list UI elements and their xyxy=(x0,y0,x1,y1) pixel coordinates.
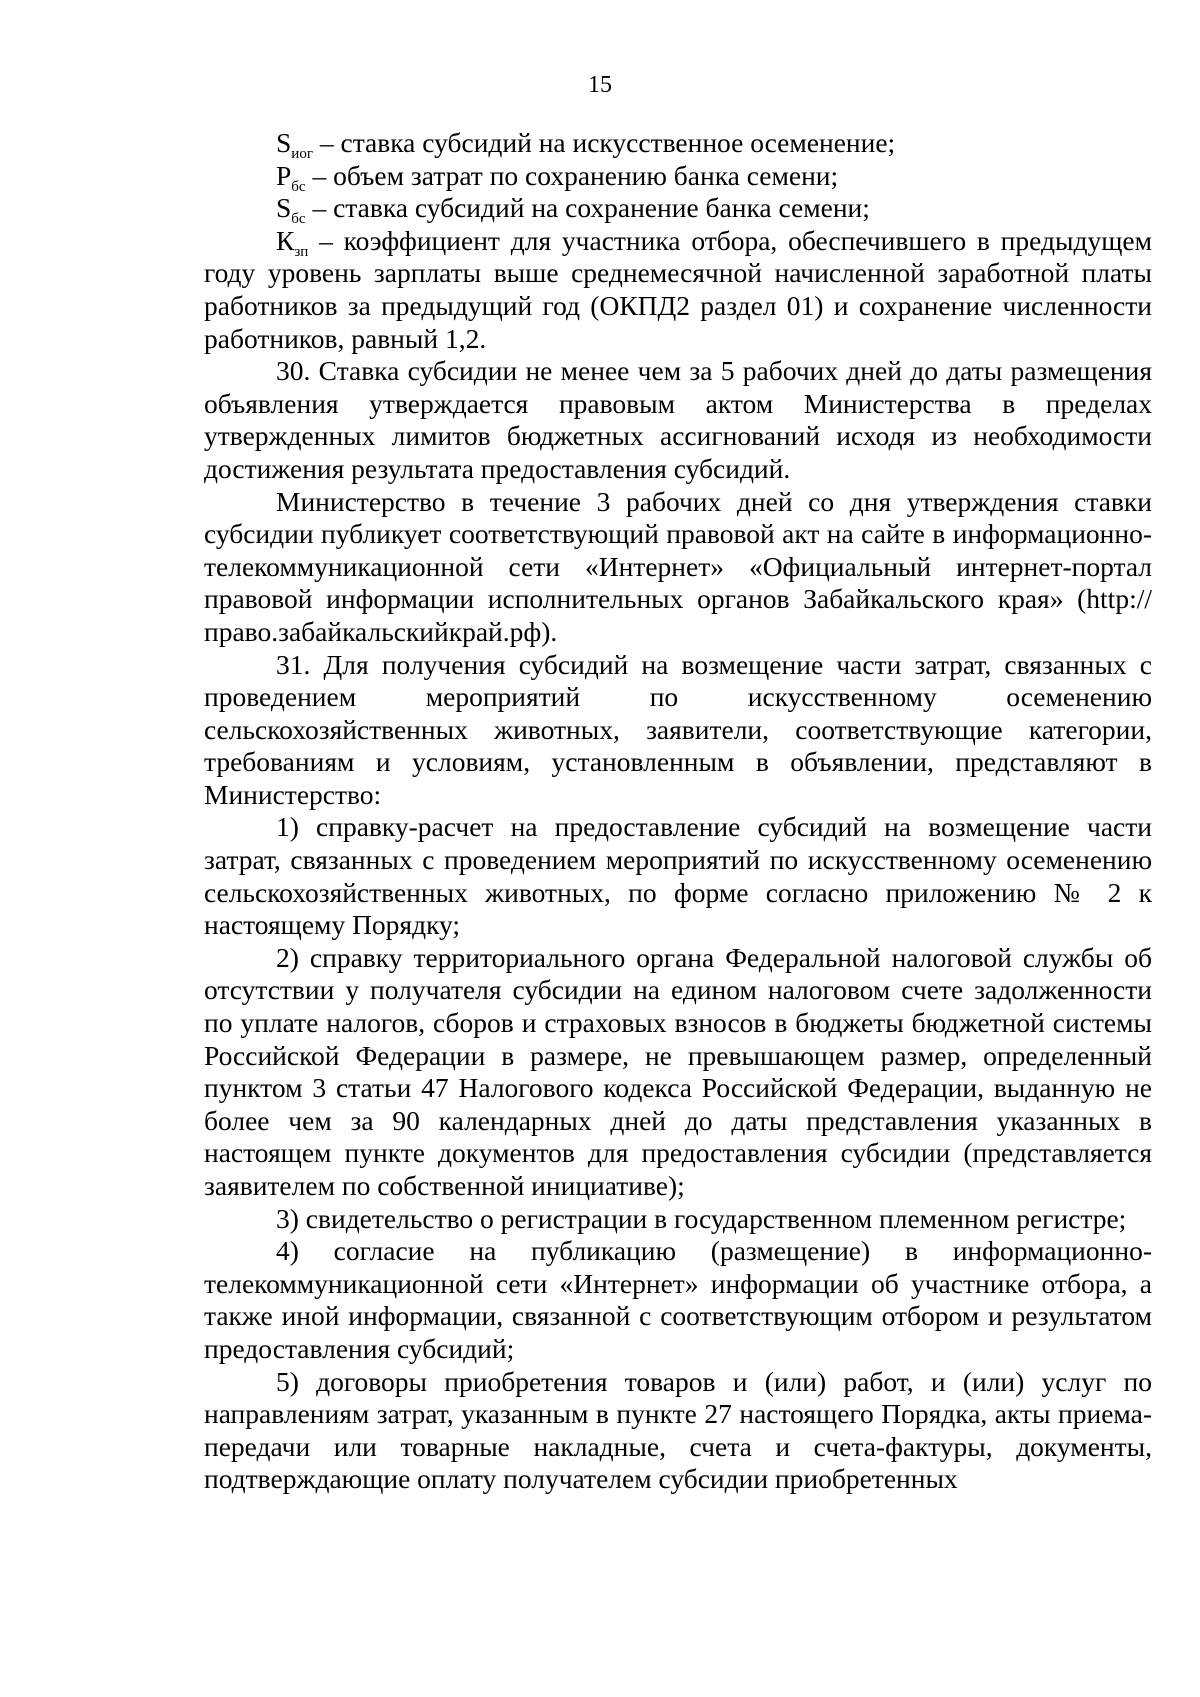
symbol: P xyxy=(276,159,292,191)
definition-k-zp xyxy=(204,225,1152,355)
paragraph-30: 30. Ставка субсидии не менее чем за 5 рабочих дней до даты размещения объявления утверждается правовым актом Министерства в пределах утвержденных лимитов бюджетных ассигнований исходя из необходимости достижения результата предоставления субсидий. xyxy=(204,355,1152,484)
definition-text: – ставка субсидий на сохранение банка семени; xyxy=(305,192,870,224)
paragraph-31: 31. Для получения субсидий на возмещение части затрат, связанных с проведением мероприятий по искусственному осеменению сельскохозяйственных животных, заявители, соответствующие категории, требованиям и условиям, установленным в объявлении, представляют в Министерство: xyxy=(204,648,1152,810)
definition-s-iog xyxy=(204,127,1152,160)
list-item-2: 2) справку территориального органа Федеральной налоговой службы об отсутствии у получателя субсидии на едином налоговом счете задолженности по уплате налогов, сборов и страховых взносов в бюджеты бюджетной системы Российской Федерации в размере, не превышающем размер, определенный пунктом 3 статьи 47 Налогового кодекса Российской Федерации, выданную не более чем за 90 календарных дней до даты представления указанных в настоящем пункте документов для предоставления субсидии (представляется заявителем по собственной инициативе); xyxy=(204,941,1152,1201)
definition-s-bs xyxy=(204,192,1152,228)
symbol: S xyxy=(276,192,292,224)
document-body xyxy=(204,127,1152,1496)
list-item-5: 5) договоры приобретения товаров и (или) работ, и (или) услуг по направлениям затрат, указанным в пункте 27 настоящего Порядка, акты приема-передачи или товарные накладные, счета и счета-фактуры, документы, подтверждающие оплату получателем субсидии приобретенных xyxy=(204,1365,1152,1495)
paragraph-publication: Министерство в течение 3 рабочих дней со дня утверждения ставки субсидии публикует соответствующий правовой акт на сайте в информационно-телекоммуникационной сети «Интернет» «Официальный интернет-портал правовой информации исполнительных органов Забайкальского края» (http://право.забайкальскийкрай.рф). xyxy=(204,485,1152,647)
symbol-subscript: иог xyxy=(291,146,313,162)
list-item-4: 4) согласие на публикацию (размещение) в информационно-телекоммуникационной сети «Интернет» информации об участнике отбора, а также иной информации, связанной с соответствующим отбором и результатом предоставления субсидий; xyxy=(204,1235,1152,1364)
page-number: 15 xyxy=(588,72,612,98)
list-item-3: 3) свидетельство о регистрации в государственном племенном регистре; xyxy=(276,1202,1127,1234)
symbol: К xyxy=(276,224,295,256)
definition-text: – коэффициент для участника отбора, обеспечившего в предыдущем году уровень зарплаты выше среднемесячной начисленной заработной платы работников за предыдущий год (ОКПД2 раздел 01) и сохранение численности работников, равный 1,2. xyxy=(204,224,1152,354)
symbol-subscript: бс xyxy=(291,211,306,228)
symbol-subscript: зп xyxy=(294,243,309,260)
symbol: S xyxy=(276,127,292,158)
symbol-subscript: бс xyxy=(291,178,306,195)
list-item-1: 1) справку-расчет на предоставление субсидий на возмещение части затрат, связанных с проведением мероприятий по искусственному осеменению сельскохозяйственных животных, по форме согласно приложению № 2 к настоящему Порядку; xyxy=(204,811,1152,941)
definition-text: – объем затрат по сохранению банка семени; xyxy=(305,159,839,191)
definition-text: – ставка субсидий на искусственное осеменение; xyxy=(312,127,896,158)
definition-p-bs xyxy=(204,160,1152,193)
